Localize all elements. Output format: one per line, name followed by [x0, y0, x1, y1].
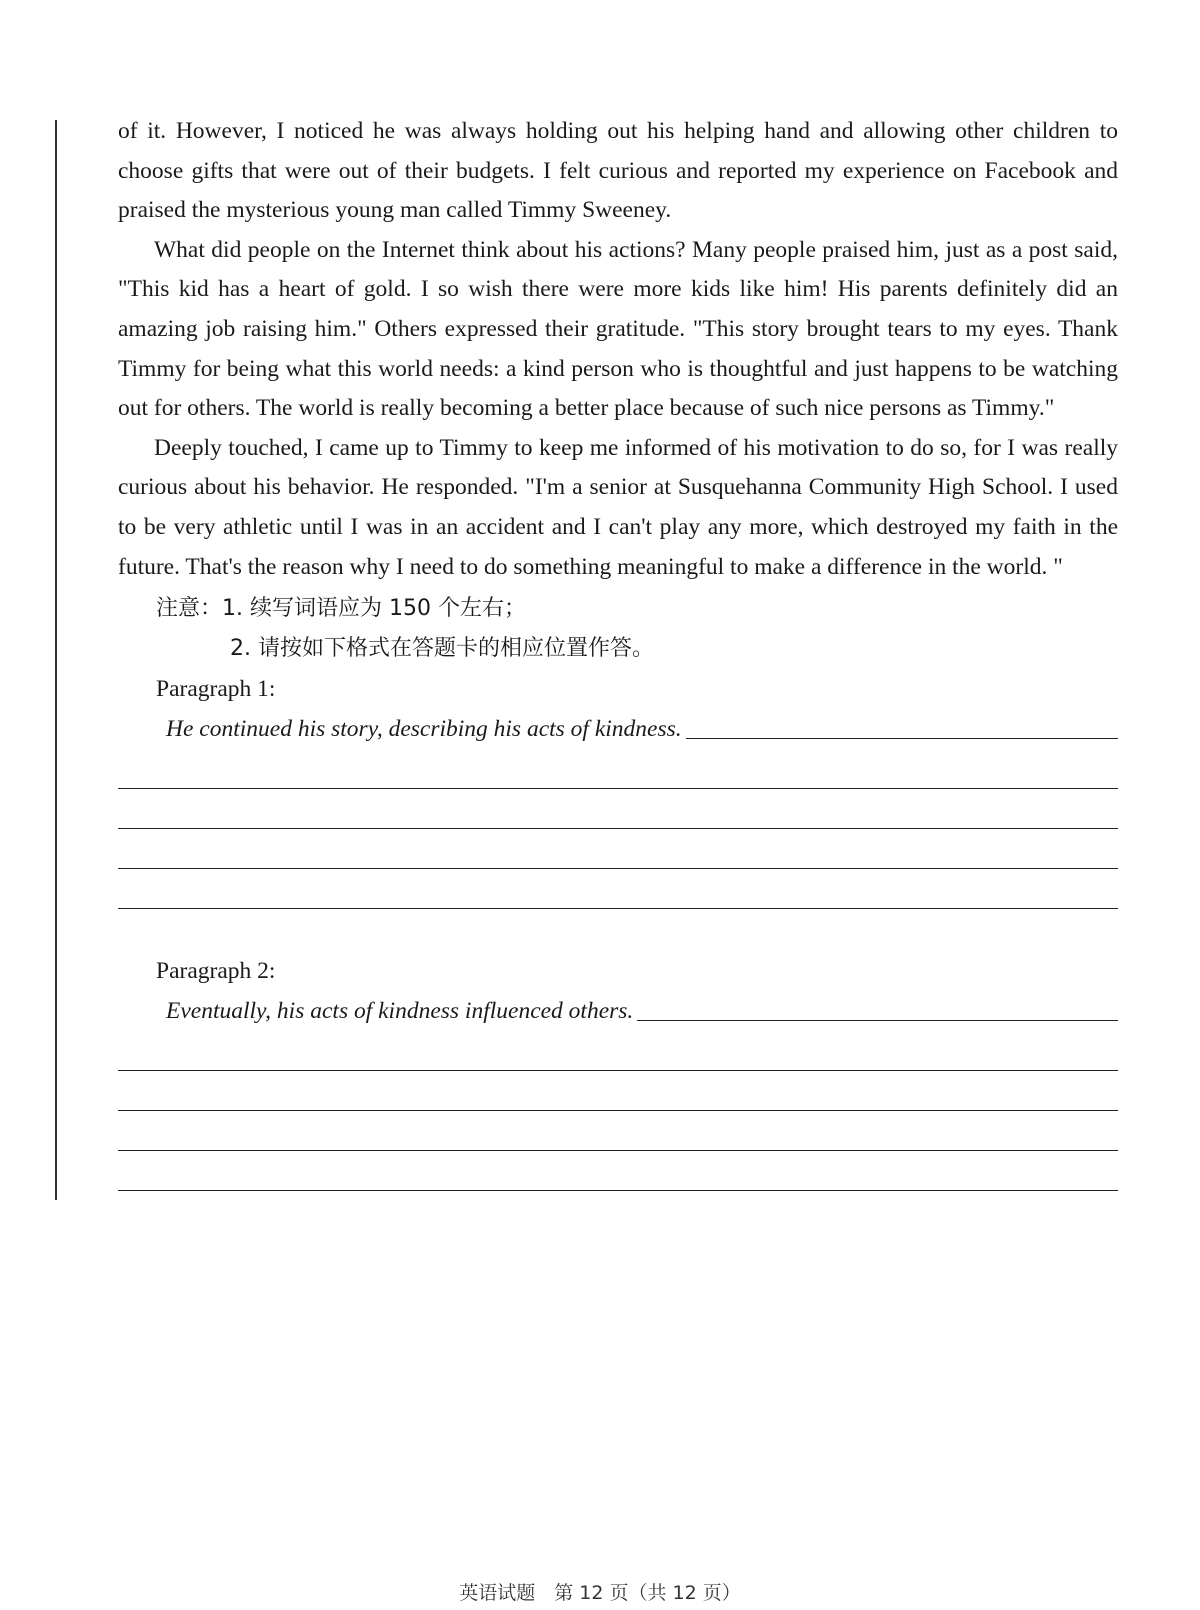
paragraph-2-heading: Paragraph 2: — [156, 958, 276, 985]
note-item-1: 1. 续写词语应为 150 个左右； — [222, 596, 526, 622]
passage-paragraph-3: Deeply touched, I came up to Timmy to keep me informed of his motivation to do so, for I was really curious about his behavior. He responded. "I'm a senior at Susquehanna Community High School. I used to be very athletic until I was in an accident and I can't play any more, which destroyed my faith in the future. That's the reason why I need to do something meaningful to make a difference in the world. " — [118, 434, 1118, 580]
passage-paragraph-1: of it. However, I noticed he was always holding out his helping hand and allowing other children to choose gifts that were out of their budgets. I felt curious and reported my experience on Facebook and praised the mysterious young man called Timmy Sweeney. — [118, 118, 1118, 224]
answer-line[interactable] — [118, 1151, 1118, 1191]
paragraph-1-starter: He continued his story, describing his acts of kindness. — [166, 715, 682, 742]
answer-line[interactable] — [118, 749, 1118, 789]
paragraph-1-heading: Paragraph 1: — [156, 676, 276, 703]
paragraph-1-starter-row — [166, 709, 1118, 749]
note-row-1 — [118, 589, 1118, 629]
paragraph-2-starter-row — [166, 991, 1118, 1031]
note-row-2 — [118, 629, 1118, 669]
paragraph-1-first-blank[interactable] — [686, 738, 1118, 739]
note-label: 注意： — [156, 596, 223, 622]
answer-line[interactable] — [118, 1111, 1118, 1151]
page-footer: 英语试题 第 12 页（共 12 页） — [459, 1582, 741, 1604]
paragraph-2-first-blank[interactable] — [637, 1020, 1118, 1021]
instructions-notes — [118, 589, 1118, 669]
passage-paragraph-2: What did people on the Internet think about his actions? Many people praised him, just as a post said, "This kid has a heart of gold. I so wish there were more kids like him! His parents definitely did an amazing job raising him." Others expressed their gratitude. "This story brought tears to my eyes. Thank Timmy for being what this world needs: a kind person who is thoughtful and just happens to be watching out for others. The world is really becoming a better place because of such nice persons as Timmy." — [118, 236, 1118, 422]
binding-margin-line — [55, 120, 57, 1200]
section-spacer — [118, 909, 1118, 951]
answer-line[interactable] — [118, 1031, 1118, 1071]
answer-line[interactable] — [118, 789, 1118, 829]
answer-line[interactable] — [118, 869, 1118, 909]
paragraph-2-starter: Eventually, his acts of kindness influenced others. — [166, 997, 634, 1024]
answer-line[interactable] — [118, 829, 1118, 869]
exam-page-content — [118, 112, 1118, 1191]
note-item-2: 2. 请按如下格式在答题卡的相应位置作答。 — [230, 636, 654, 662]
answer-line[interactable] — [118, 1071, 1118, 1111]
